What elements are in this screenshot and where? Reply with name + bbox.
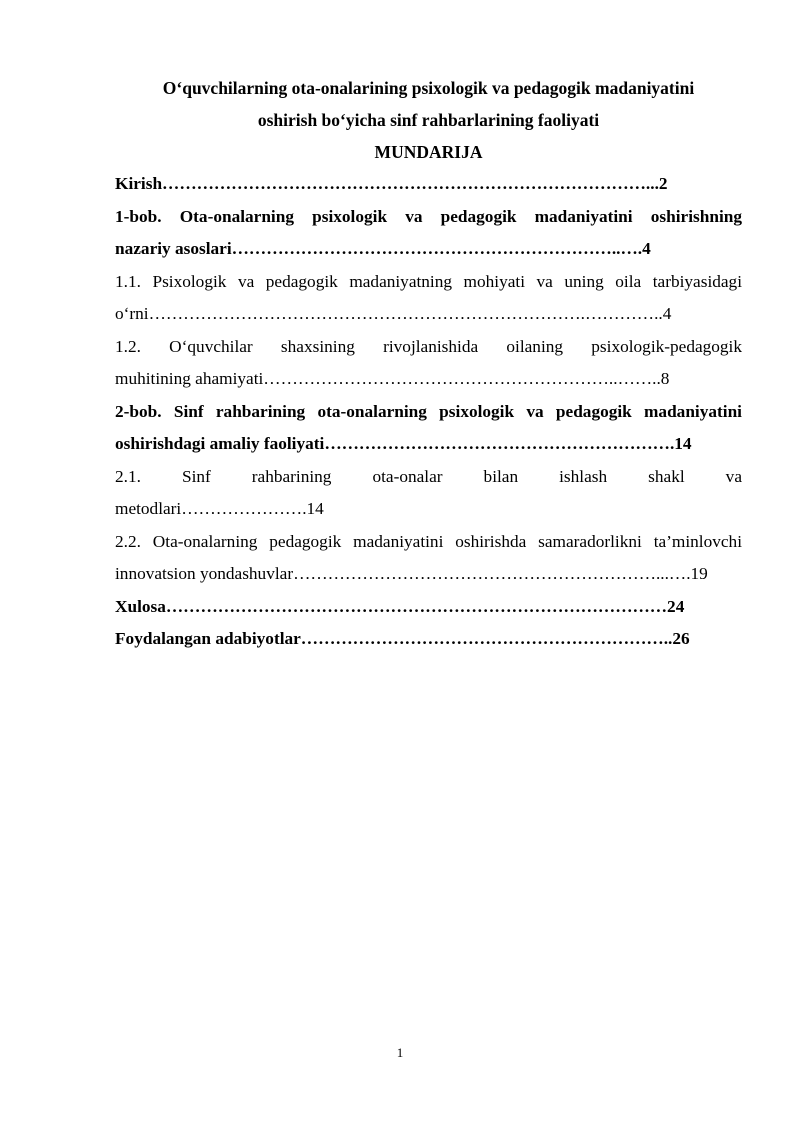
title-line-1: O‘quvchilarning ota-onalarining psixologik va pedagogik madaniyatini xyxy=(162,78,695,98)
toc-entry-line: Xulosa……………………………………………………………………………24 xyxy=(115,596,685,616)
toc-entry-section-1-2[interactable] xyxy=(115,331,742,396)
toc-entry-line: oshirishdagi amaliy faoliyati…………………………………………………….14 xyxy=(115,434,692,453)
toc-entry-conclusion[interactable] xyxy=(115,591,742,624)
toc-entry-line: 1.2. O‘quvchilar shaxsining rivojlanishida oilaning psixologik-pedagogik xyxy=(115,336,742,356)
toc-entry-chapter-1[interactable] xyxy=(115,201,742,266)
document-page xyxy=(115,72,742,656)
document-title xyxy=(115,72,742,136)
table-of-contents xyxy=(115,168,742,656)
toc-entry-references[interactable] xyxy=(115,623,742,656)
toc-entry-section-2-2[interactable] xyxy=(115,526,742,591)
page-number: 1 xyxy=(396,1045,404,1060)
toc-entry-chapter-2[interactable] xyxy=(115,396,742,461)
toc-entry-line: o‘rni………………………………………………………………….…………..4 xyxy=(115,304,672,323)
toc-entry-line: 2.2. Ota-onalarning pedagogik madaniyatini oshirishda samaradorlikni ta’minlovchi xyxy=(115,531,742,551)
toc-entry-line: innovatsion yondashuvlar………………………………………………………...….19 xyxy=(115,564,708,583)
toc-entry-line: 1.1. Psixologik va pedagogik madaniyatning mohiyati va uning oila tarbiyasidagi xyxy=(115,271,742,291)
toc-entry-section-1-1[interactable] xyxy=(115,266,742,331)
toc-entry-introduction[interactable] xyxy=(115,168,742,201)
toc-entry-line: Kirish…………………………………………………………………………...2 xyxy=(115,174,668,193)
toc-entry-line: metodlari………………….14 xyxy=(115,499,324,518)
toc-entry-section-2-1[interactable] xyxy=(115,461,742,526)
toc-entry-line: 2.1. Sinf rahbarining ota-onalar bilan ishlash shakl va xyxy=(115,466,742,486)
toc-heading: MUNDARIJA xyxy=(374,142,483,162)
toc-entry-line: 1-bob. Ota-onalarning psixologik va pedagogik madaniyatini oshirishning xyxy=(115,206,742,226)
toc-entry-line: muhitining ahamiyati……………………………………………………..……..8 xyxy=(115,369,670,388)
title-line-2: oshirish bo‘yicha sinf rahbarlarining faoliyati xyxy=(257,110,600,130)
toc-entry-line: nazariy asoslari…………………………………………………………..….4 xyxy=(115,239,651,258)
toc-entry-line: 2-bob. Sinf rahbarining ota-onalarning psixologik va pedagogik madaniyatini xyxy=(115,401,742,421)
toc-entry-line: Foydalangan adabiyotlar………………………………………………………..26 xyxy=(115,629,690,648)
